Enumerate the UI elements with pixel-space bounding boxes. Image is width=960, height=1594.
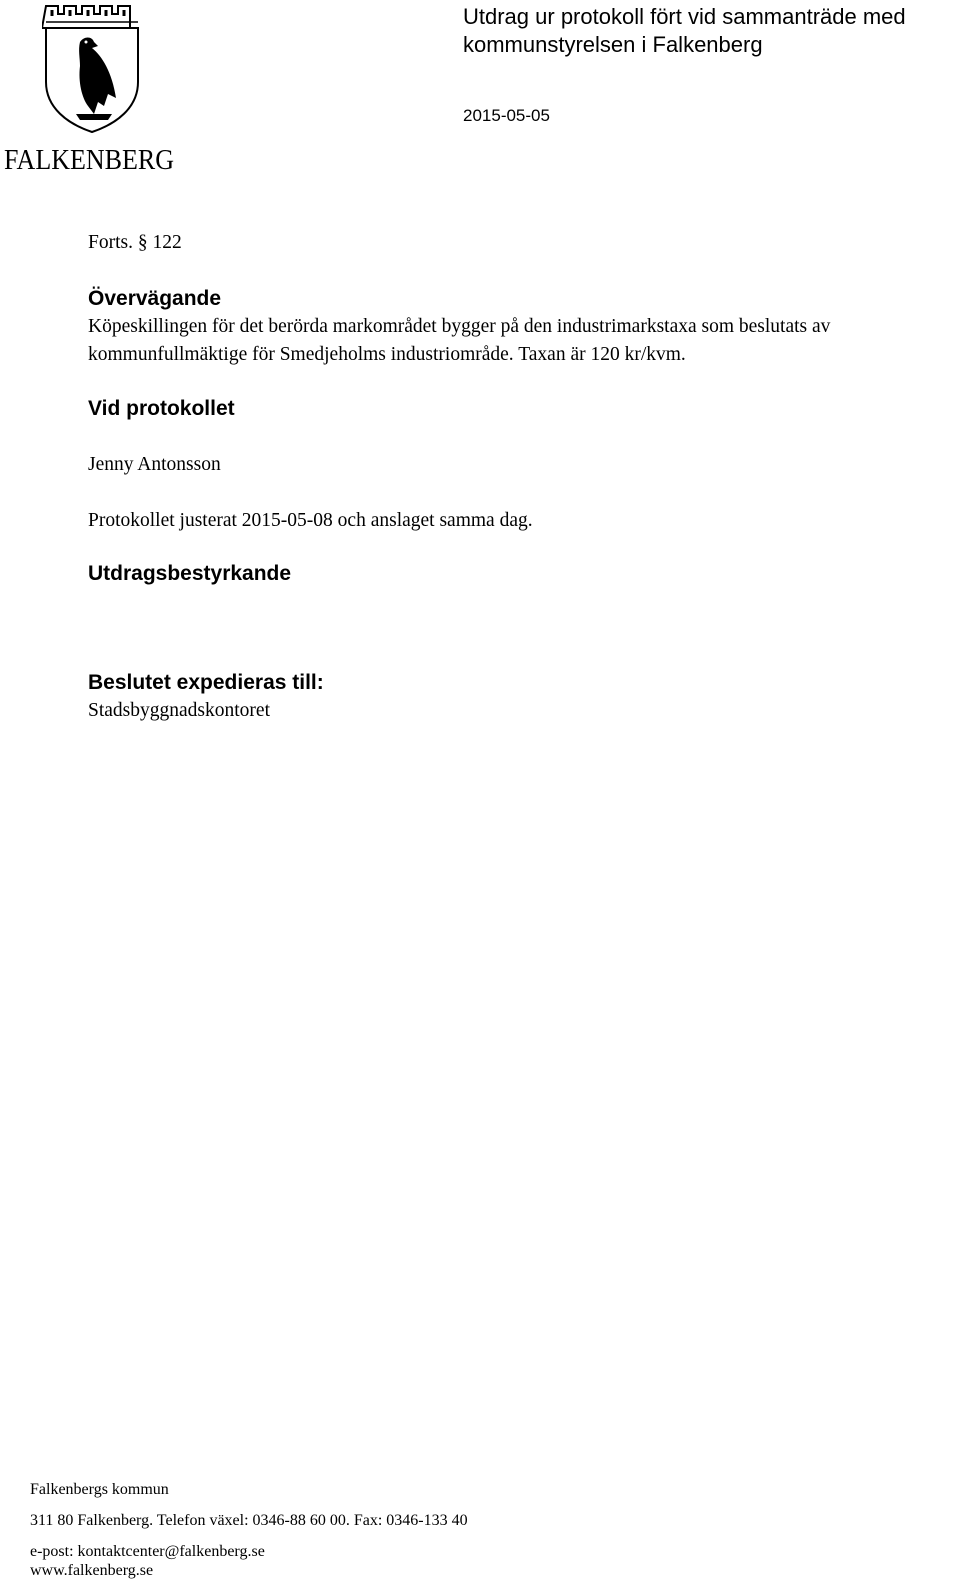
heading-overvagande: Övervägande bbox=[88, 287, 222, 310]
title-line-1: Utdrag ur protokoll fört vid sammanträde med bbox=[463, 4, 906, 29]
document-title bbox=[463, 3, 943, 59]
footer-address: 311 80 Falkenberg. Telefon växel: 0346-88 60 00. Fax: 0346-133 40 bbox=[30, 1512, 468, 1529]
continuation-paragraph-ref: Forts. § 122 bbox=[88, 232, 182, 253]
heading-expedieras: Beslutet expedieras till: bbox=[88, 671, 324, 694]
footer-org: Falkenbergs kommun bbox=[30, 1481, 169, 1498]
falkenberg-wordmark bbox=[4, 142, 176, 174]
heading-vid-protokollet: Vid protokollet bbox=[88, 397, 235, 420]
heading-utdragsbestyrkande: Utdragsbestyrkande bbox=[88, 562, 292, 585]
recipient: Stadsbyggnadskontoret bbox=[88, 700, 270, 721]
meeting-date: 2015-05-05 bbox=[463, 106, 550, 125]
secretary-name: Jenny Antonsson bbox=[88, 454, 221, 475]
municipality-logo bbox=[4, 0, 174, 175]
svg-text:FALKENBERG: FALKENBERG bbox=[4, 144, 175, 174]
footer-web: www.falkenberg.se bbox=[30, 1562, 154, 1579]
footer bbox=[30, 1480, 468, 1580]
footer-email: e-post: kontaktcenter@falkenberg.se bbox=[30, 1543, 265, 1560]
title-line-2: kommunstyrelsen i Falkenberg bbox=[463, 32, 763, 57]
overvagande-text: Köpeskillingen för det berörda markområdet bygger på den industrimarkstaxa som beslutats av kommunfullmäktige för Smedjeholms industriområde. Taxan är 120 kr/kvm. bbox=[88, 316, 831, 365]
justerat-statement: Protokollet justerat 2015-05-08 och anslaget samma dag. bbox=[88, 510, 533, 531]
falcon-crest-icon bbox=[42, 2, 142, 134]
